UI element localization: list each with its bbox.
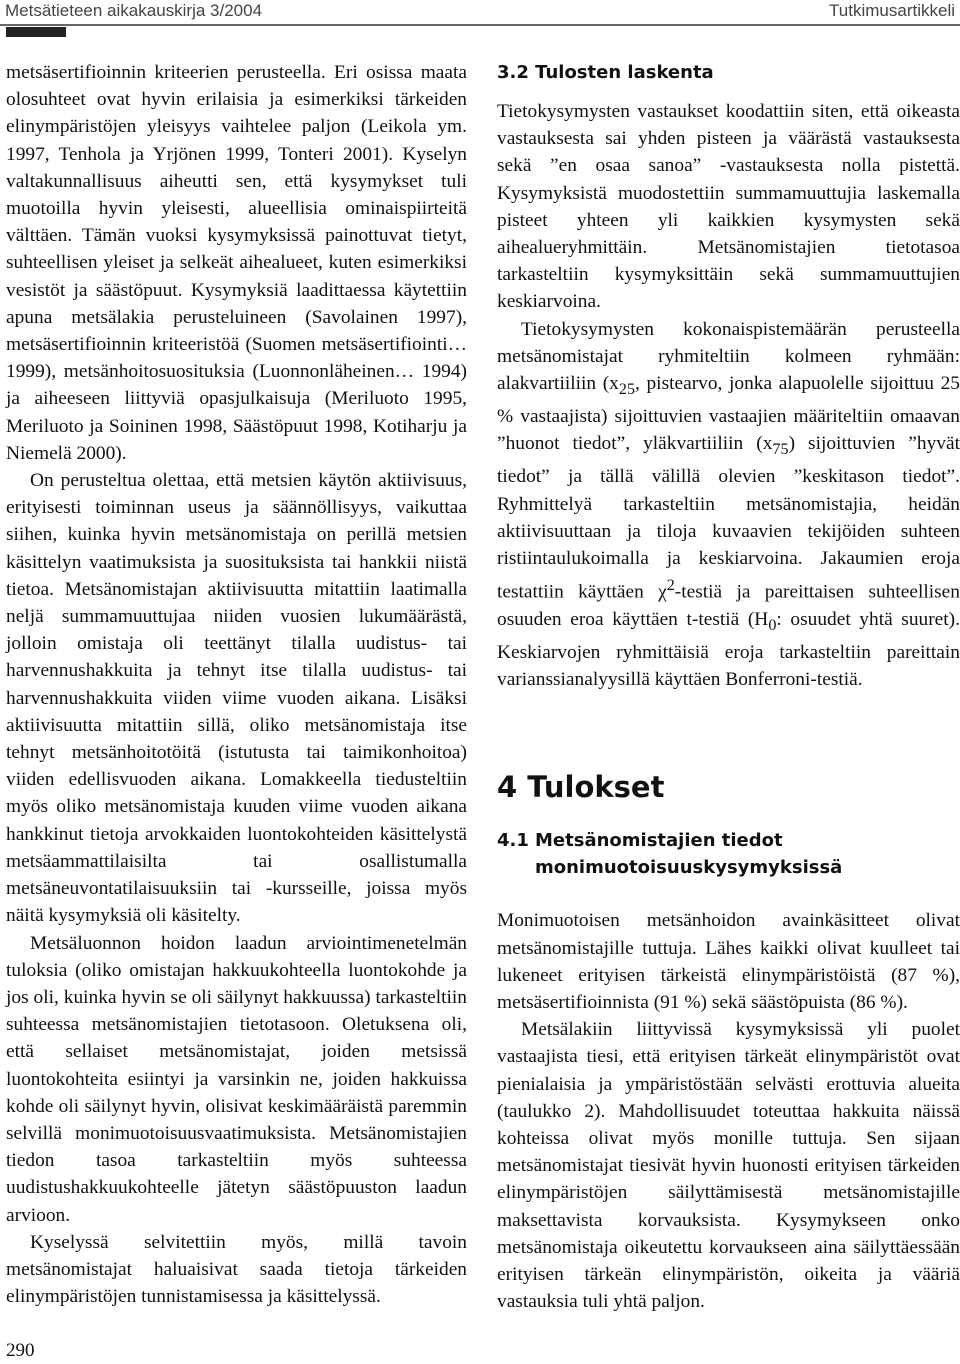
running-header [0,0,960,26]
subscript: 75 [772,441,789,459]
section-heading-4: 4 Tulokset [497,770,665,805]
body-paragraph: Kyselyssä selvitettiin myös, millä tavoin metsänomistajat haluaisivat saada tietoja tärkeiden elinympäristöjen tunnistamisessa ja käsittelyssä. [6,1231,467,1308]
body-paragraph-with-math: Tietokysymysten kokonaispistemäärän perusteella metsänomistajat ryhmiteltiin kolmeen ryhmään: alakvartiiliin ($x_{25}$, pistearvo, jonka alapuolelle sijoittuu 25 % vastaajista) sijoittuvien vastaajien määriteltiin omaavan ”huonot tiedot”, yläkvartiiliin $(x_{75})$ sijoittuvien ”hyvät tiedot” ja tällä välillä olevien ”keskitason tiedot”. Ryhmittelyä tarkasteltiin metsänomistajia, heidän aktiivisuuttaan ja tiloja kuvaavien tekijöiden suhteen ristiintaulukoimalla ja keskiarvoina. Jakaumien eroja testattiin käyttäen $\chi^2$-testiä ja pareittaisen suhteellisen osuuden eroa käyttäen t-testiä ($H_0$: osuudet yhtä suuret). Keskiarvojen ryhmittäisiä eroja tarkasteltiin pareittain varianssianalyysillä käyttäen Bonferroni-testiä. [497,318,960,691]
superscript: 2 [666,577,675,595]
journal-title: Metsätieteen aikakauskirja 3/2004 [5,1,263,20]
subscript: 0 [768,616,777,634]
header-marker-bar [6,27,66,37]
body-paragraph: Tietokysymysten vastaukset koodattiin siten, että oikeasta vastauksesta sai yhden pisteen ja väärästä vastauksesta sekä ”en osaa sanoa” -vastauksesta nolla pistettä. Kysymyksistä muodostettiin summamuuttujia laskemalla pisteet yhteen yli kaikkien kysymysten sekä aihealueryhmittäin. Metsänomistajien tietotasoa tarkasteltiin kysymyksittäin sekä summamuuttujien keskiarvoina. [497,101,960,313]
header-rule [0,24,960,26]
body-paragraph: metsäsertifioinnin kriteerien perusteella. Eri osissa maata olosuhteet ovat hyvin erilaisia ja esimerkiksi tärkeiden elinympäristöjen yleisyys vaihtelee paljon (Leikola ym. 1997, Tenhola ja Yrjönen 1999, Tonteri 2001). Kyselyn valtakunnallisuus aiheutti sen, että kysymykset tuli muotoilla hyvin yleisesti, alueellisia ominaispiirteitä välttäen. Tämän vuoksi kysymyksissä painottuvat tietyt, suhteellisen yleiset ja selkeät aihealueet, kuten esimerkiksi vesistöt ja säästöpuut. Kysymyksiä laadittaessa käytettiin apuna metsälakia perusteluineen (Savolainen 1997), metsäsertifioinnin kriteeristöä (Suomen metsäsertifiointi… 1999), metsänhoitosuosituksia (Luonnonläheinen… 1994) ja aiheeseen liittyviä opasjulkaisuja (Meriluoto 1995, Meriluoto ja Soininen 1998, Säästöpuut 1998, Kotiharju ja Niemelä 2000). [6,62,467,464]
heading-number: 4.1 [497,830,529,852]
heading-line: Metsänomistajien tiedot [535,830,783,852]
article-type: Tutkimusartikkeli [829,1,955,20]
section-heading-3-2: 3.2 Tulosten laskenta [497,62,714,83]
heading-line: monimuotoisuuskysymyksissä [535,857,843,879]
page-number: 290 [6,1340,35,1361]
body-paragraph: On perusteltua olettaa, että metsien käytön aktiivisuus, erityisesti toiminnan useus ja säännöllisyys, vaikuttaa siihen, kuinka hyvin metsänomistaja on perillä metsien käsittelyn vaatimuksista ja suosituksista tai hankkii niistä tietoa. Metsänomistajan aktiivisuutta mitattiin laatimalla neljä summamuuttujaa niiden vuosien lukumäärästä, jolloin omistaja oli teettänyt tilalla uudistus- tai harvennushakkuita ja tehnyt itse tilalla uudistus- tai harvennushakkuita viiden viime vuoden aikana. Lisäksi aktiivisuutta mitattiin sillä, oliko metsänomistaja itse tehnyt metsänhoitotöitä (istutusta tai taimikonhoitoa) viiden edellisvuoden aikana. Lomakkeella tiedusteltiin myös oliko metsänomistaja kuuden viime vuoden aikana hankkinut tietoja arvokkaiden luontokohteiden käsittelystä metsäammattilaisilta tai osallistumalla metsäneuvontatilaisuuksiin tai -kursseille, joissa myös näitä kysymyksiä oli käsitelty. [6,470,467,927]
body-paragraph: Metsälakiin liittyvissä kysymyksissä yli puolet vastaajista tiesi, että erityisen tärkeät elinympäristöt ovat pienialaisia ja ympäristöstään selvästi erottuvia alueita (taulukko 2). Mahdollisuudet toteuttaa hakkuita näissä kohteissa olivat myös monille tuttuja. Sen sijaan metsänomistajat tiesivät hyvin huonosti erityisen tärkeiden elinympäristöjen säilyttämisestä metsänomistajille maksettavista korvauksista. Kysymykseen onko metsänomistaja oikeutettu korvaukseen aina säilyttäessään erityisen tärkeän elinympäristön, oikeita ja vääriä vastauksia tuli yhtä paljon. [497,1019,960,1313]
right-column [497,59,960,1315]
left-column [6,59,467,1310]
body-paragraph: Metsäluonnon hoidon laadun arviointimenetelmän tuloksia (oliko omistajan hakkuukohteella luontokohde ja jos oli, kuinka hyvin se oli säilynyt hakkuussa) tarkasteltiin suhteessa metsänomistajien tietotasoon. Oletuksena oli, että sellaiset metsänomistajat, joiden metsissä luontokohteita esiintyi ja varsinkin ne, joiden hakkuissa kohde oli säilynyt hyvin, olisivat keskimääräistä paremmin selvillä monimuotoisuusvaatimuksista. Metsänomistajien tiedon tasoa tarkasteltiin myös suhteessa uudistushakkuukohteelle jätetyn säästöpuuston laadun arvioon. [6,932,467,1226]
body-paragraph: Monimuotoisen metsänhoidon avainkäsitteet olivat metsänomistajille tuttuja. Lähes kaikki olivat kuulleet tai lukeneet erityisen tärkeistä elinympäristöistä (87 %), metsäsertifioinnista (91 %) sekä säästöpuista (86 %). [497,910,960,1013]
subscript: 25 [618,380,636,398]
section-heading-4-1 [497,827,960,881]
